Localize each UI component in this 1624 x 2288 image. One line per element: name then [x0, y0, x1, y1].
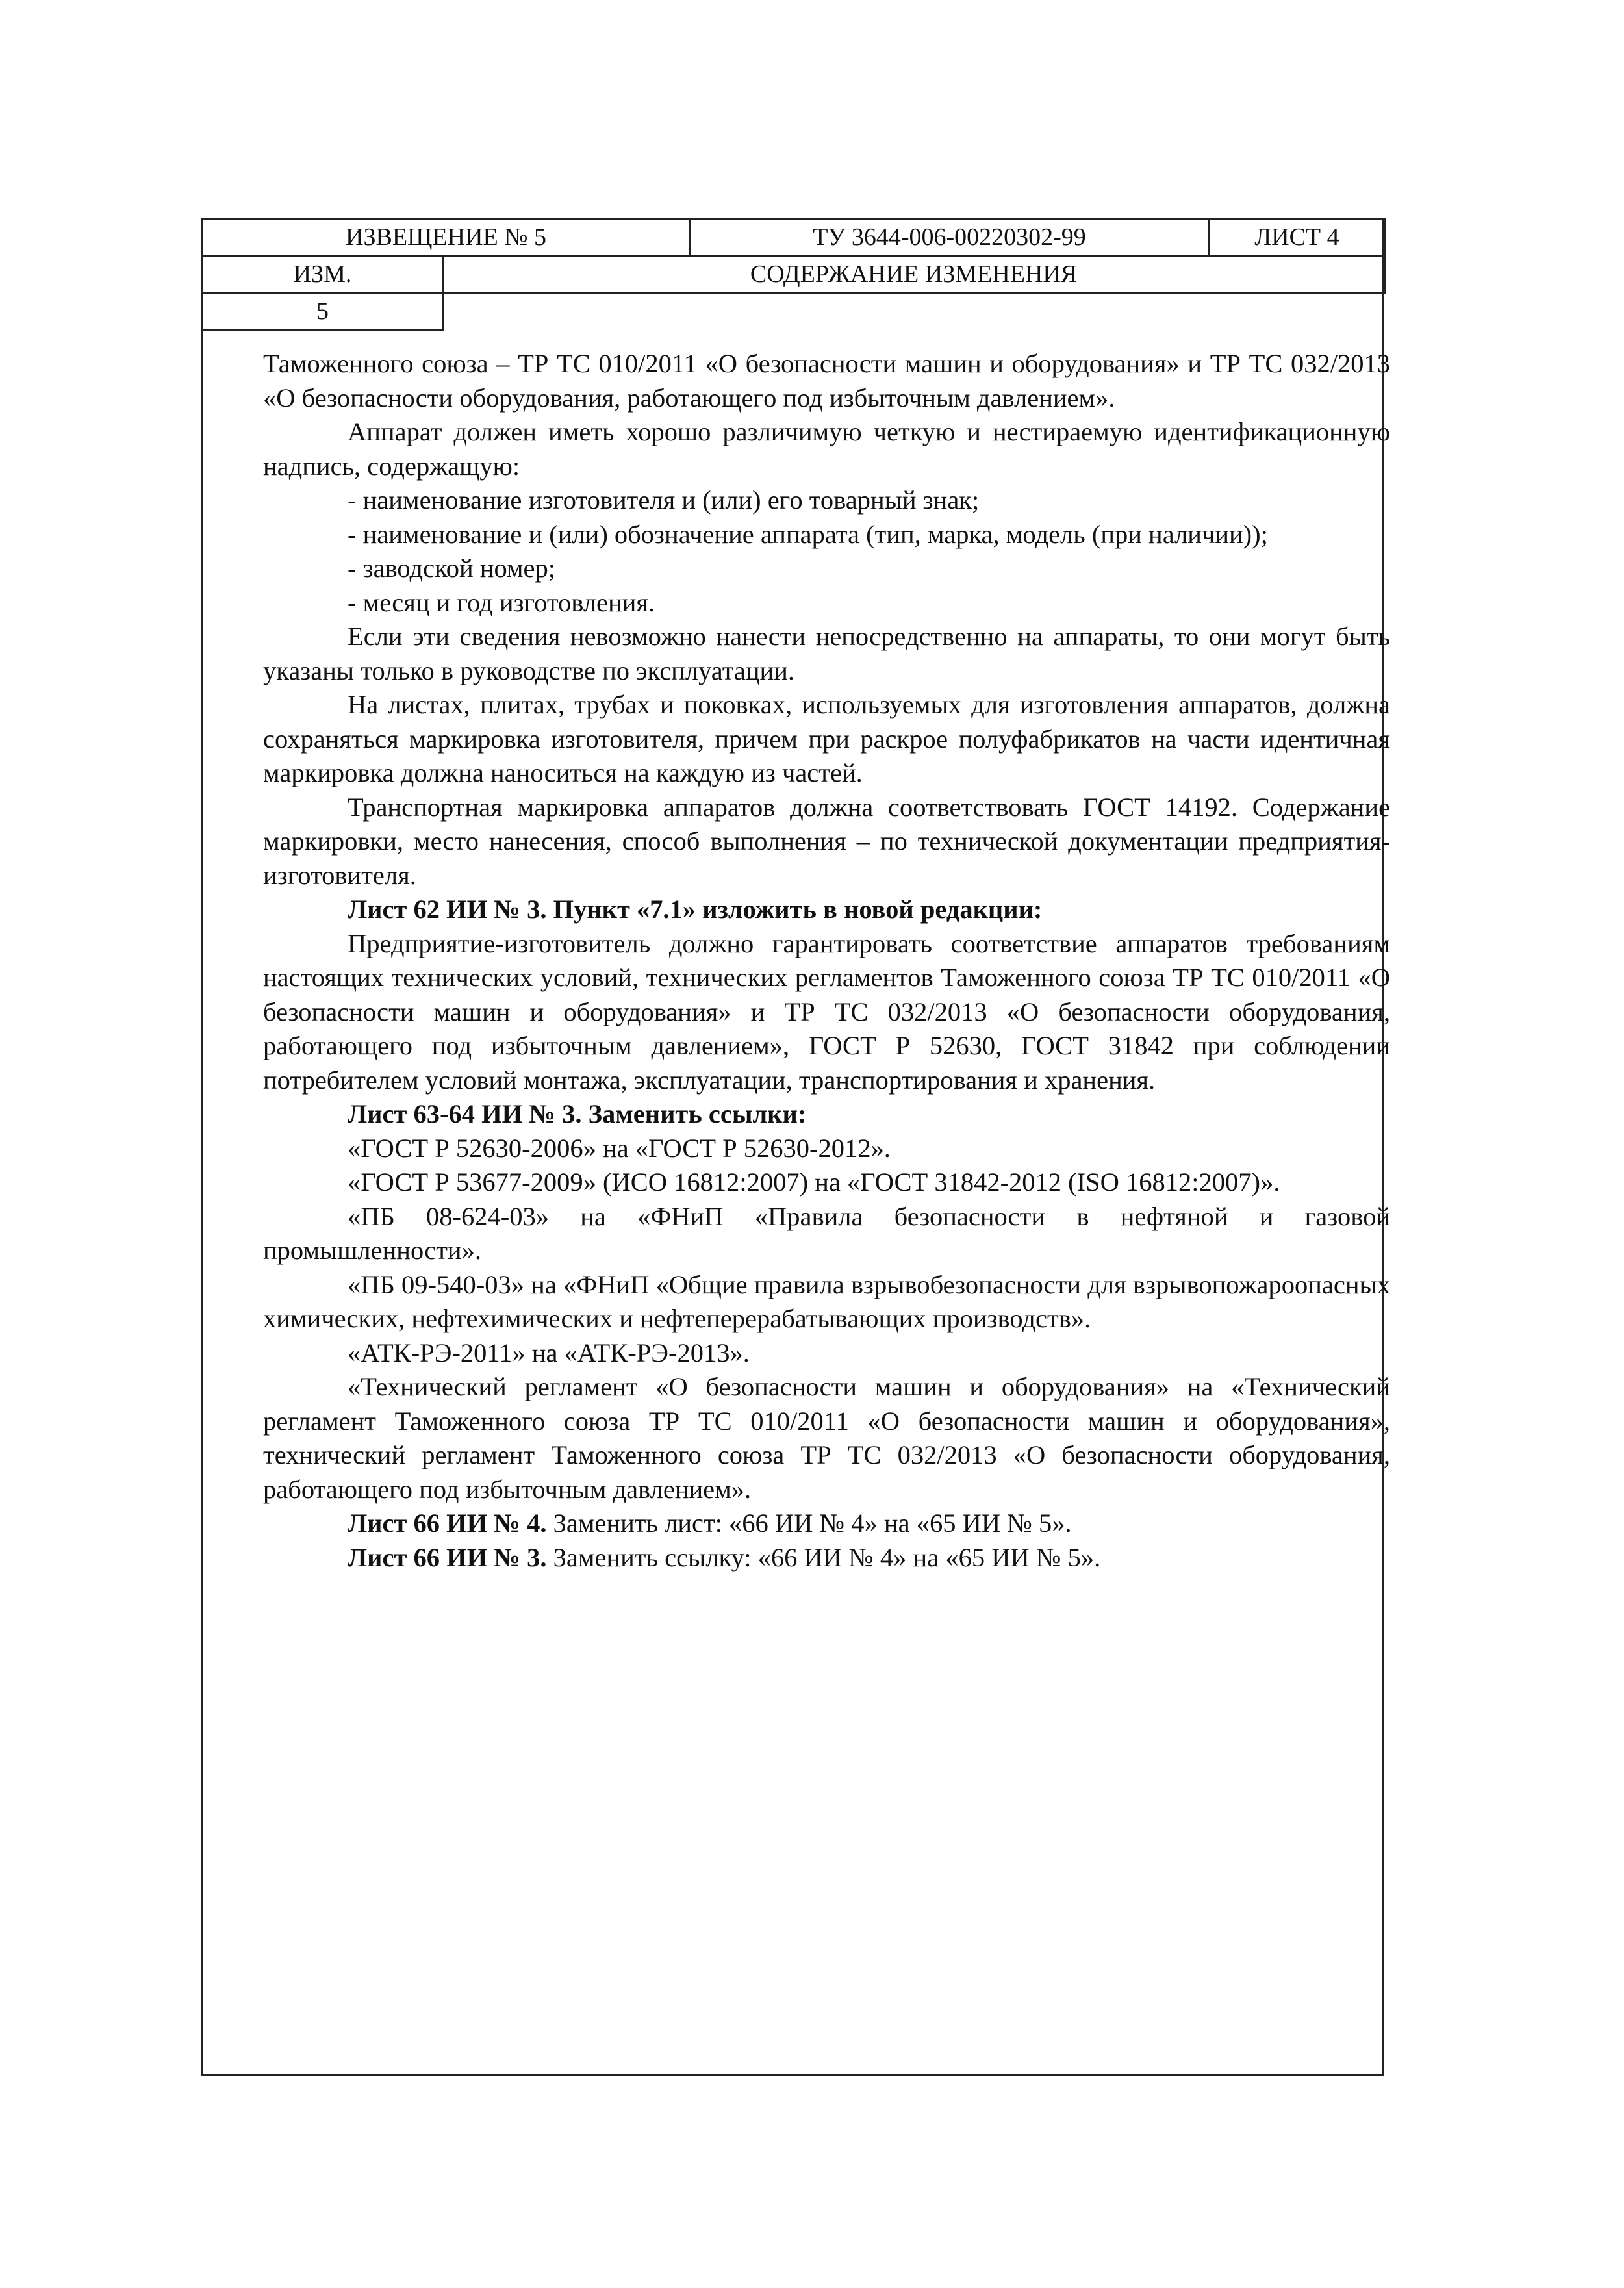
sheet-change-text: Заменить лист: «66 ИИ № 4» на «65 ИИ № 5».: [546, 1508, 1072, 1538]
stamp-empty-cell: [443, 293, 1385, 330]
sheet-ref: Лист 66 ИИ № 4.: [348, 1508, 547, 1538]
section-heading: Лист 63-64 ИИ № 3. Заменить ссылки:: [348, 1099, 807, 1128]
sheet-number: ЛИСТ 4: [1210, 219, 1385, 256]
paragraph: «ГОСТ Р 53677-2009» (ИСО 16812:2007) на «ГОСТ 31842-2012 (ISO 16812:2007)».: [348, 1167, 1280, 1197]
stamp-header-table: [201, 218, 1386, 331]
paragraph: Аппарат должен иметь хорошо различимую четкую и нестираемую идентификационную надпись, содержащую:: [263, 417, 1390, 481]
paragraph: «Технический регламент «О безопасности машин и оборудования» на «Технический регламент Таможенного союза ТР ТС 010/2011 «О безопасности машин и оборудования», технический регламент Таможенного союза ТР ТС 032/2013 «О безопасности оборудования, работающего под избыточным давлением».: [263, 1372, 1390, 1504]
paragraph: Таможенного союза – ТР ТС 010/2011 «О безопасности машин и оборудования» и ТР ТС 032/2013 «О безопасности оборудования, работающего под избыточным давлением».: [263, 349, 1390, 413]
sheet-change-line: [263, 1541, 1390, 1575]
change-content: [263, 347, 1390, 1575]
paragraph: «ПБ 08-624-03» на «ФНиП «Правила безопасности в нефтяной и газовой промышленности».: [263, 1201, 1390, 1265]
sheet-ref: Лист 66 ИИ № 3.: [348, 1542, 547, 1572]
paragraph: «АТК-РЭ-2011» на «АТК-РЭ-2013».: [348, 1338, 750, 1367]
stamp-row-1: [203, 219, 1385, 256]
paragraph: Транспортная маркировка аппаратов должна соответствовать ГОСТ 14192. Содержание маркировки, место нанесения, способ выполнения – по технической документации предприятия-изготовителя.: [263, 792, 1390, 890]
paragraph: Предприятие-изготовитель должно гарантировать соответствие аппаратов требованиям настоящих технических условий, технических регламентов Таможенного союза ТР ТС 010/2011 «О безопасности машин и оборудования» и ТР ТС 032/2013 «О безопасности оборудования, работающего под избыточным давлением», ГОСТ Р 52630, ГОСТ 31842 при соблюдении потребителем условий монтажа, эксплуатации, транспортирования и хранения.: [263, 928, 1390, 1095]
list-item: - наименование и (или) обозначение аппарата (тип, марка, модель (при наличии));: [348, 519, 1268, 549]
izm-number: 5: [203, 293, 443, 330]
section-heading: Лист 62 ИИ № 3. Пункт «7.1» изложить в новой редакции:: [348, 895, 1043, 924]
stamp-row-2: [203, 256, 1385, 293]
tu-designation: ТУ 3644-006-00220302-99: [690, 219, 1210, 256]
change-content-label: СОДЕРЖАНИЕ ИЗМЕНЕНИЯ: [443, 256, 1385, 293]
sheet-change-text: Заменить ссылку: «66 ИИ № 4» на «65 ИИ № 5».: [546, 1542, 1101, 1572]
sheet-change-line: [263, 1506, 1390, 1541]
paragraph: «ГОСТ Р 52630-2006» на «ГОСТ Р 52630-2012».: [348, 1133, 891, 1163]
list-item: - месяц и год изготовления.: [348, 587, 655, 617]
list-item: - наименование изготовителя и (или) его товарный знак;: [348, 485, 980, 515]
paragraph: Если эти сведения невозможно нанести непосредственно на аппараты, то они могут быть указаны только в руководстве по эксплуатации.: [263, 622, 1390, 685]
paragraph: На листах, плитах, трубах и поковках, используемых для изготовления аппаратов, должна сохраняться маркировка изготовителя, причем при раскрое полуфабрикатов на части идентичная маркировка должна наноситься на каждую из частей.: [263, 690, 1390, 787]
list-item: - заводской номер;: [348, 553, 556, 583]
izm-label: ИЗМ.: [203, 256, 443, 293]
notice-number: ИЗВЕЩЕНИЕ № 5: [203, 219, 690, 256]
paragraph: «ПБ 09-540-03» на «ФНиП «Общие правила взрывобезопасности для взрывопожароопасных химических, нефтехимических и нефтеперерабатывающих производств».: [263, 1269, 1390, 1333]
stamp-row-3: [203, 293, 1385, 330]
